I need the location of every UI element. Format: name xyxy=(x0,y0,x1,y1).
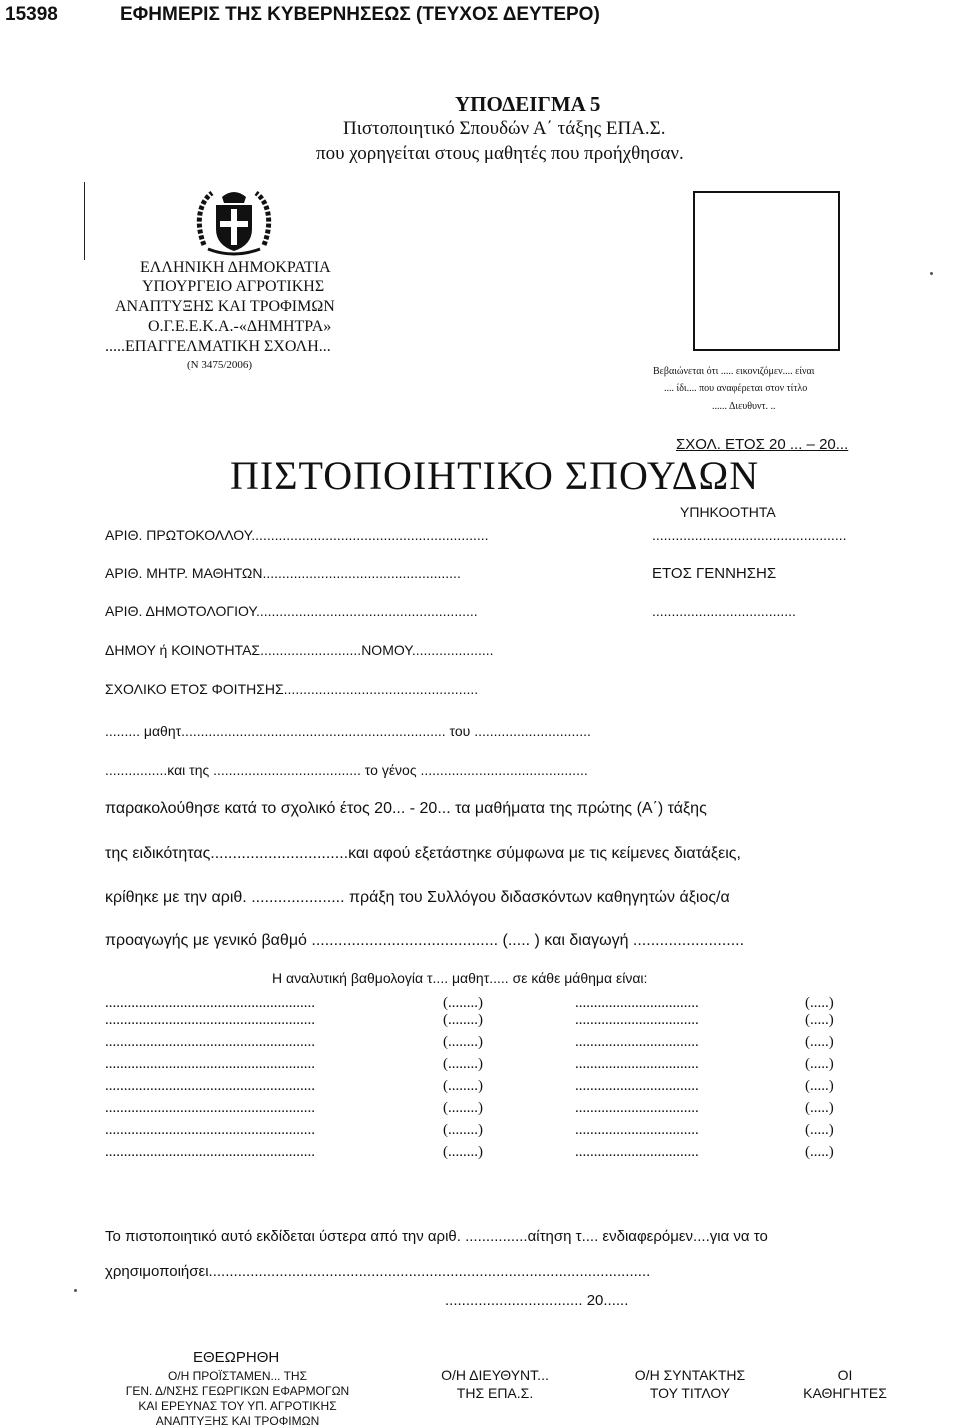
grade-field-2: (.....) xyxy=(805,1100,834,1116)
subject-field: ........................................................ xyxy=(105,995,315,1011)
signature-supervisor-line-2: ΓΕΝ. Δ/ΝΣΗΣ ΓΕΩΡΓΙΚΩΝ ΕΦΑΡΜΟΓΩΝ xyxy=(125,1384,350,1398)
grade-field: (........) xyxy=(443,1122,483,1138)
birth-year-label: ΕΤΟΣ ΓΕΝΝΗΣΗΣ xyxy=(652,565,777,582)
grades-heading: Η αναλυτική βαθμολογία τ.... μαθητ..... σε κάθε μάθημα είναι: xyxy=(272,970,648,986)
subject-field-2: ................................. xyxy=(575,1122,699,1138)
signature-director-line-2: ΤΗΣ ΕΠΑ.Σ. xyxy=(456,1385,534,1401)
issuer-line-4: Ο.Γ.Ε.Ε.Κ.Α.-«ΔΗΜΗΤΡΑ» xyxy=(148,318,332,335)
grade-field: (........) xyxy=(443,1144,483,1160)
signature-block-teachers xyxy=(790,1366,900,1402)
judged-sentence: κρίθηκε με την αριθ. ..................... πράξη του Συλλόγου διδασκόντων καθηγητών άξιος/α xyxy=(105,889,730,906)
signature-block-director xyxy=(425,1366,565,1402)
gazette-title: ΕΦΗΜΕΡΙΣ ΤΗΣ ΚΥΒΕΡΝΗΣΕΩΣ (ΤΕΥΧΟΣ ΔΕΥΤΕΡΟ) xyxy=(120,4,600,25)
greek-coat-of-arms-icon xyxy=(194,185,274,257)
grade-field-2: (.....) xyxy=(805,1078,834,1094)
signature-author-line-1: Ο/Η ΣΥΝΤΑΚΤΗΣ xyxy=(634,1367,746,1383)
signature-block-supervisor xyxy=(100,1369,375,1427)
grade-field-2: (.....) xyxy=(805,995,834,1011)
grade-field: (........) xyxy=(443,1012,483,1028)
signature-supervisor-line-1: Ο/Η ΠΡΟΪΣΤΑΜΕΝ... ΤΗΣ xyxy=(167,1369,308,1383)
model-subtitle-2: που χορηγείται στους μαθητές που προήχθησαν. xyxy=(316,143,684,164)
signature-supervisor-line-3: ΚΑΙ ΕΡΕΥΝΑΣ ΤΟΥ ΥΠ. ΑΓΡΟΤΙΚΗΣ xyxy=(138,1399,337,1413)
certificate-title: ΠΙΣΤΟΠΟΙΗΤΙΚΟ ΣΠΟΥΔΩΝ xyxy=(230,453,760,498)
mother-name-field: ................και της ...................................... το γένος ........................................... xyxy=(105,762,588,778)
grade-field-2: (.....) xyxy=(805,1122,834,1138)
municipal-registry-field: ΑΡΙΘ. ΔΗΜΟΤΟΛΟΓΙΟΥ......................................................... xyxy=(105,603,478,619)
specialty-sentence: της ειδικότητας...............................και αφού εξετάστηκε σύμφωνα με τις κείμενες διατάξεις, xyxy=(105,845,741,862)
municipality-field: ΔΗΜΟΥ ή ΚΟΙΝΟΤΗΤΑΣ..........................ΝΟΜΟΥ..................... xyxy=(105,642,494,658)
subject-field: ........................................................ xyxy=(105,1012,315,1028)
nationality-field: .................................................. xyxy=(652,527,847,543)
model-title: ΥΠΟΔΕΙΓΜΑ 5 xyxy=(455,92,601,116)
subject-field-2: ................................. xyxy=(575,1034,699,1050)
subject-field-2: ................................. xyxy=(575,1100,699,1116)
protocol-number-field: ΑΡΙΘ. ΠΡΩΤΟΚΟΛΛΟΥ............................................................. xyxy=(105,527,489,543)
subject-field: ........................................................ xyxy=(105,1056,315,1072)
subject-field: ........................................................ xyxy=(105,1078,315,1094)
subject-field-2: ................................. xyxy=(575,1144,699,1160)
photo-note-line-2: .... ίδι.... που αναφέρεται στον τίτλο xyxy=(664,383,808,394)
grade-field: (........) xyxy=(443,1034,483,1050)
attended-sentence: παρακολούθησε κατά το σχολικό έτος 20... - 20... τα μαθήματα της πρώτης (Α΄) τάξης xyxy=(105,800,707,817)
subject-field: ........................................................ xyxy=(105,1144,315,1160)
promotion-sentence: προαγωγής με γενικό βαθμό .......................................... (..... ) και διαγωγή ......................... xyxy=(105,932,745,949)
birth-year-field: ..................................... xyxy=(652,603,796,619)
margin-line xyxy=(84,182,85,260)
grade-field-2: (.....) xyxy=(805,1144,834,1160)
subject-field-2: ................................. xyxy=(575,1078,699,1094)
students-registry-field: ΑΡΙΘ. ΜΗΤΡ. ΜΑΘΗΤΩΝ................................................... xyxy=(105,565,461,581)
subject-field: ........................................................ xyxy=(105,1122,315,1138)
grade-field-2: (.....) xyxy=(805,1056,834,1072)
use-sentence: χρησιμοποιήσει.......................................................................................................... xyxy=(105,1263,651,1280)
grade-field-2: (.....) xyxy=(805,1034,834,1050)
model-subtitle-1: Πιστοποιητικό Σπουδών Α΄ τάξης ΕΠΑ.Σ. xyxy=(343,118,666,139)
issuer-line-1: ΕΛΛΗΝΙΚΗ ΔΗΜΟΚΡΑΤΙΑ xyxy=(140,259,331,276)
photo-note-line-1: Βεβαιώνεται ότι ..... εικονιζόμεν.... είναι xyxy=(653,366,815,377)
signature-supervisor-line-4: ΑΝΑΠΤΥΞΗΣ ΚΑΙ ΤΡΟΦΙΜΩΝ xyxy=(155,1414,320,1427)
page-number: 15398 xyxy=(5,4,58,25)
signature-block-author xyxy=(620,1366,760,1402)
photo-note-line-3: ...... Διευθυντ. .. xyxy=(712,401,776,412)
school-year: ΣΧΟΛ. ΕΤΟΣ 20 ... – 20... xyxy=(676,436,849,453)
attendance-year-field: ΣΧΟΛΙΚΟ ΕΤΟΣ ΦΟΙΤΗΣΗΣ.................................................. xyxy=(105,681,479,697)
grade-field: (........) xyxy=(443,1100,483,1116)
issuer-line-3: ΑΝΑΠΤΥΞΗΣ ΚΑΙ ΤΡΟΦΙΜΩΝ xyxy=(115,298,335,315)
issuer-law: (Ν 3475/2006) xyxy=(187,359,253,371)
grade-field: (........) xyxy=(443,995,483,1011)
scan-speck xyxy=(74,1289,77,1292)
signature-teachers-line-1: ΟΙ xyxy=(837,1367,853,1383)
subject-field: ........................................................ xyxy=(105,1100,315,1116)
scan-speck xyxy=(930,272,933,275)
issuer-line-2: ΥΠΟΥΡΓΕΙΟ ΑΓΡΟΤΙΚΗΣ xyxy=(142,278,325,295)
issued-sentence: Το πιστοποιητικό αυτό εκδίδεται ύστερα από την αριθ. ...............αίτηση τ.... ενδιαφερόμεν....για να το xyxy=(105,1228,768,1245)
signature-teachers-line-2: ΚΑΘΗΓΗΤΕΣ xyxy=(803,1385,887,1401)
subject-field: ........................................................ xyxy=(105,1034,315,1050)
subject-field-2: ................................. xyxy=(575,995,699,1011)
subject-field-2: ................................. xyxy=(575,1012,699,1028)
grade-field: (........) xyxy=(443,1078,483,1094)
grade-field-2: (.....) xyxy=(805,1012,834,1028)
issuer-line-5: .....ΕΠΑΓΓΕΛΜΑΤΙΚΗ ΣΧΟΛΗ... xyxy=(105,338,331,355)
student-name-field: ......... μαθητ.................................................................... του .............................. xyxy=(105,723,591,739)
photo-box xyxy=(693,191,840,351)
place-date-field: ................................. 20...... xyxy=(445,1292,629,1309)
signature-author-line-2: ΤΟΥ ΤΙΤΛΟΥ xyxy=(649,1385,731,1401)
subject-field-2: ................................. xyxy=(575,1056,699,1072)
grade-field: (........) xyxy=(443,1056,483,1072)
signature-director-line-1: Ο/Η ΔΙΕΥΘΥΝΤ... xyxy=(441,1367,549,1383)
nationality-label: ΥΠΗΚΟΟΤΗΤΑ xyxy=(680,504,776,520)
approved-label: ΕΘΕΩΡΗΘΗ xyxy=(193,1349,280,1366)
